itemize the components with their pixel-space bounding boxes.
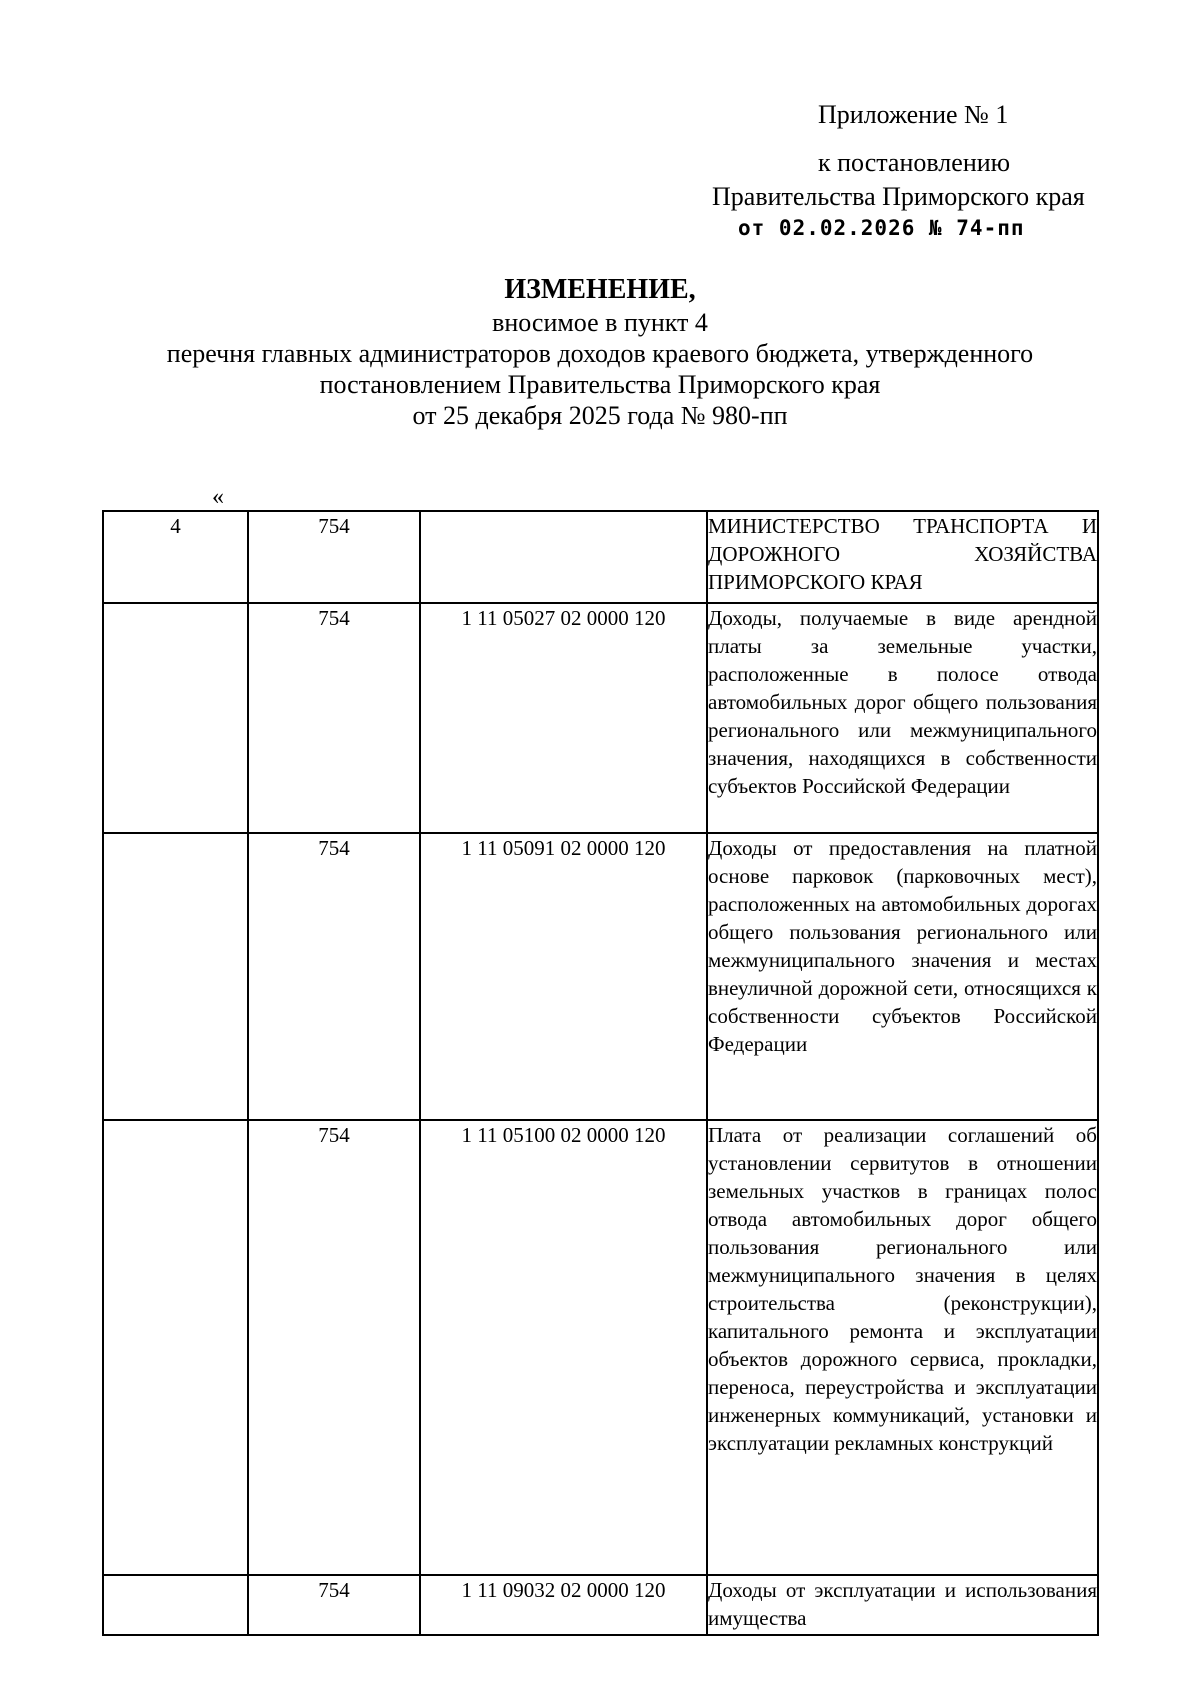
revenue-code-cell: 1 11 05027 02 0000 120 <box>420 603 707 833</box>
revenue-code-cell: 1 11 05091 02 0000 120 <box>420 833 707 1120</box>
revenue-name-cell: Доходы от эксплуатации и использования имущества <box>707 1575 1098 1635</box>
administrator-code-cell: 754 <box>248 603 420 833</box>
revenue-name-cell: Доходы от предоставления на платной основе парковок (парковочных мест), расположенных на автомобильных дорогах общего пользования регионального или межмуниципального значения и местах внеуличной дорожной сети, относящихся к собственности субъектов Российской Федерации <box>707 833 1098 1120</box>
appendix-label: Приложение № 1 <box>818 100 1009 129</box>
row-number-cell: 4 <box>103 511 248 603</box>
table-row <box>103 511 1098 603</box>
title-line-1: вносимое в пункт 4 <box>492 308 708 337</box>
revenue-code-cell: 1 11 05100 02 0000 120 <box>420 1120 707 1575</box>
revenue-name-cell: МИНИСТЕРСТВО ТРАНСПОРТА И ДОРОЖНОГО ХОЗЯЙСТВА ПРИМОРСКОГО КРАЯ <box>707 511 1098 603</box>
revenue-name-cell: Плата от реализации соглашений об установлении сервитутов в отношении земельных участков в границах полос отвода автомобильных дорог общего пользования регионального или межмуниципального значения в целях строительства (реконструкции), капитального ремонта и эксплуатации объектов дорожного сервиса, прокладки, переноса, переустройства и эксплуатации инженерных коммуникаций, установки и эксплуатации рекламных конструкций <box>707 1120 1098 1575</box>
revenue-code-cell: 1 11 09032 02 0000 120 <box>420 1575 707 1635</box>
revenue-administrators-table <box>102 510 1099 1636</box>
opening-quote-mark: « <box>212 484 224 510</box>
revenue-code-cell <box>420 511 707 603</box>
to-resolution-label: к постановлению <box>818 148 1011 177</box>
administrator-code-cell: 754 <box>248 1120 420 1575</box>
administrator-code-cell: 754 <box>248 1575 420 1635</box>
title-line-4: от 25 декабря 2025 года № 980-пп <box>412 401 788 430</box>
administrator-code-cell: 754 <box>248 511 420 603</box>
government-label: Правительства Приморского края <box>712 182 1085 211</box>
title-line-3: постановлением Правительства Приморского края <box>319 370 881 399</box>
table-row <box>103 603 1098 833</box>
row-number-cell <box>103 833 248 1120</box>
row-number-cell <box>103 603 248 833</box>
date-number-stamp: от 02.02.2026 № 74-пп <box>738 216 1025 240</box>
administrator-code-cell: 754 <box>248 833 420 1120</box>
table-row <box>103 833 1098 1120</box>
table-row <box>103 1120 1098 1575</box>
title-line-2: перечня главных администраторов доходов краевого бюджета, утвержденного <box>166 339 1034 368</box>
row-number-cell <box>103 1120 248 1575</box>
document-title-block <box>100 274 1100 431</box>
revenue-name-cell: Доходы, получаемые в виде арендной платы за земельные участки, расположенные в полосе отвода автомобильных дорог общего пользования регионального или межмуниципального значения, находящихся в собственности субъектов Российской Федерации <box>707 603 1098 833</box>
document-heading: ИЗМЕНЕНИЕ, <box>504 274 696 305</box>
table-row <box>103 1575 1098 1635</box>
row-number-cell <box>103 1575 248 1635</box>
